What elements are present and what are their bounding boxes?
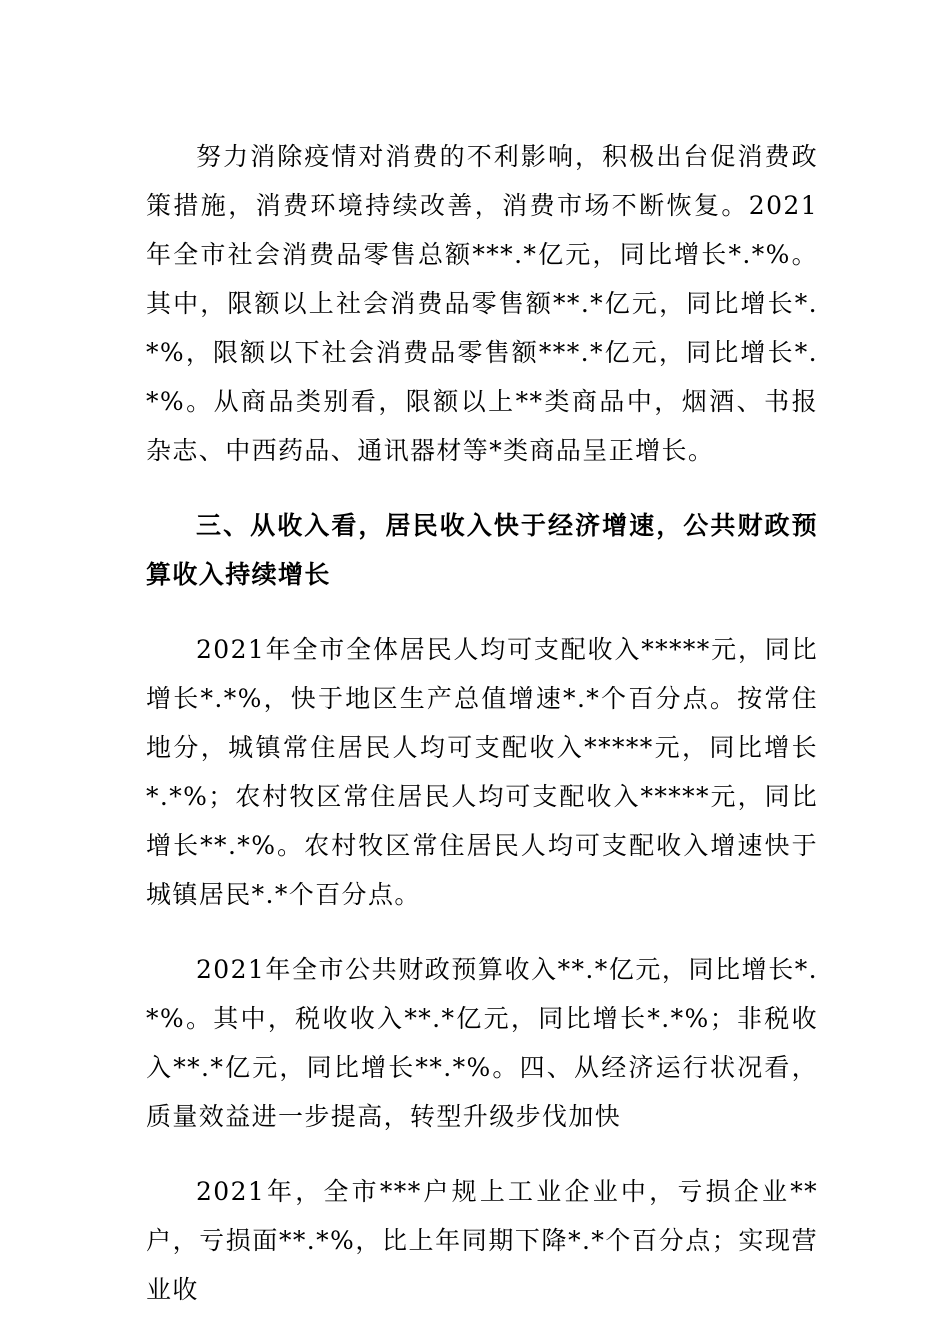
paragraph-resident-income: 2021年全市全体居民人均可支配收入*****元，同比增长*.*%，快于地区生产总值增速*.*个百分点。按常住地分，城镇常住居民人均可支配收入*****元，同比增长*.*%；农村牧区常住居民人均可支配收入*****元，同比增长**.*%。农村牧区常住居民人均可支配收入增速快于城镇居民*.*个百分点。 — [146, 635, 818, 909]
section-heading-income: 三、从收入看，居民收入快于经济增速，公共财政预算收入持续增长 — [146, 511, 818, 589]
paragraph-gap — [146, 1141, 818, 1167]
paragraph-industrial-enterprises: 2021年，全市***户规上工业企业中，亏损企业**户，亏损面**.*%，比上年同期下降*.*个百分点；实现营业收 — [146, 1177, 818, 1304]
paragraph-consumption: 努力消除疫情对消费的不利影响，积极出台促消费政策措施，消费环境持续改善，消费市场不断恢复。2021年全市社会消费品零售总额***.*亿元，同比增长*.*%。其中，限额以上社会消费品零售额**.*亿元，同比增长*.*%，限额以下社会消费品零售额***.*亿元，同比增长*.*%。从商品类别看，限额以上**类商品中，烟酒、书报杂志、中西药品、通讯器材等*类商品呈正增长。 — [146, 142, 818, 465]
paragraph-fiscal-revenue: 2021年全市公共财政预算收入**.*亿元，同比增长*.*%。其中，税收收入**.*亿元，同比增长*.*%；非税收入**.*亿元，同比增长**.*%。四、从经济运行状况看，质量效益进一步提高，转型升级步伐加快 — [146, 955, 818, 1131]
paragraph-gap — [146, 599, 818, 625]
paragraph-gap — [146, 919, 818, 945]
paragraph-gap — [146, 475, 818, 501]
document-body — [146, 132, 818, 1314]
